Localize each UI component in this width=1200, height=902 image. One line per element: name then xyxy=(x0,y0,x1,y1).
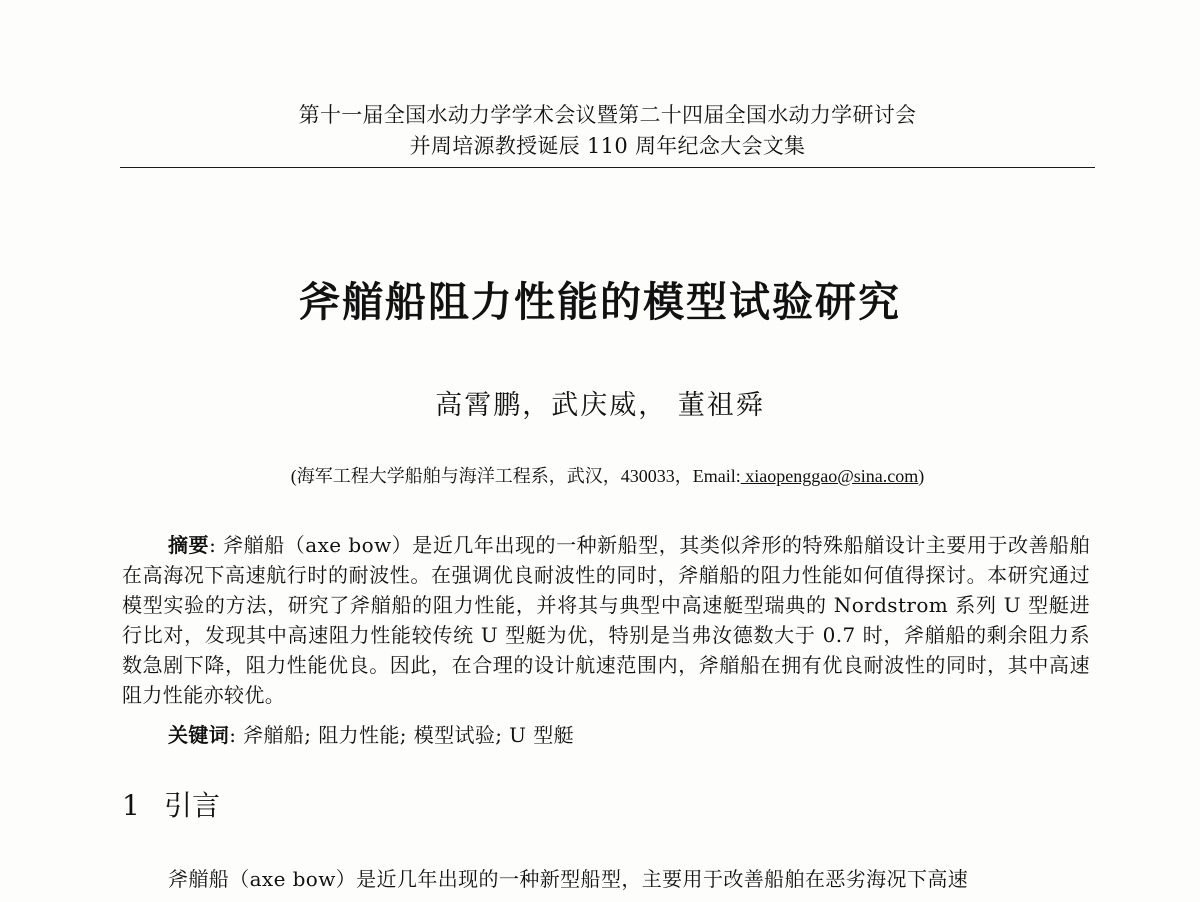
intro-paragraph: 斧艏船（axe bow）是近几年出现的一种新型船型，主要用于改善船舶在恶劣海况下高速 xyxy=(168,867,969,891)
affiliation-text: (海军工程大学船舶与海洋工程系，武汉，430033，Email: xyxy=(290,466,741,486)
email-link[interactable]: xiaopenggao@sina.com xyxy=(740,466,919,486)
keywords-label: 关键词 xyxy=(168,723,230,747)
abstract-label: 摘要 xyxy=(168,533,210,557)
header-rule xyxy=(120,167,1095,168)
section-heading xyxy=(122,786,220,826)
running-header xyxy=(120,100,1095,162)
header-line-1: 第十一届全国水动力学学术会议暨第二十四届全国水动力学研讨会 xyxy=(298,103,917,127)
affiliation xyxy=(0,462,1200,490)
header-line-2: 并周培源教授诞辰 110 周年纪念大会文集 xyxy=(409,134,806,158)
abstract xyxy=(122,530,1090,710)
paper-title: 斧艏船阻力性能的模型试验研究 xyxy=(299,278,901,326)
section-title: 引言 xyxy=(164,789,221,822)
author-list: 高霄鹏，武庆威， 董祖舜 xyxy=(435,390,765,421)
section-number: 1 xyxy=(122,789,140,822)
abstract-text: : 斧艏船（axe bow）是近几年出现的一种新船型，其类似斧形的特殊船艏设计主要用于改善船舶在高海况下高速航行时的耐波性。在强调优良耐波性的同时，斧艏船的阻力性能如何值得探讨。本研究通过模型实验的方法，研究了斧艏船的阻力性能，并将其与典型中高速艇型瑞典的 Nordstrom 系列 U 型艇进行比对，发现其中高速阻力性能较传统 U 型艇为优，特别是当弗汝德数大于 0.7 时，斧艏船的剩余阻力系数急剧下降，阻力性能优良。因此，在合理的设计航速范围内，斧艏船在拥有优良耐波性的同时，其中高速阻力性能亦较优。 xyxy=(122,533,1090,707)
keywords-text: : 斧艏船; 阻力性能; 模型试验; U 型艇 xyxy=(229,723,574,747)
keywords xyxy=(168,720,1088,750)
affiliation-close: ) xyxy=(918,466,925,486)
